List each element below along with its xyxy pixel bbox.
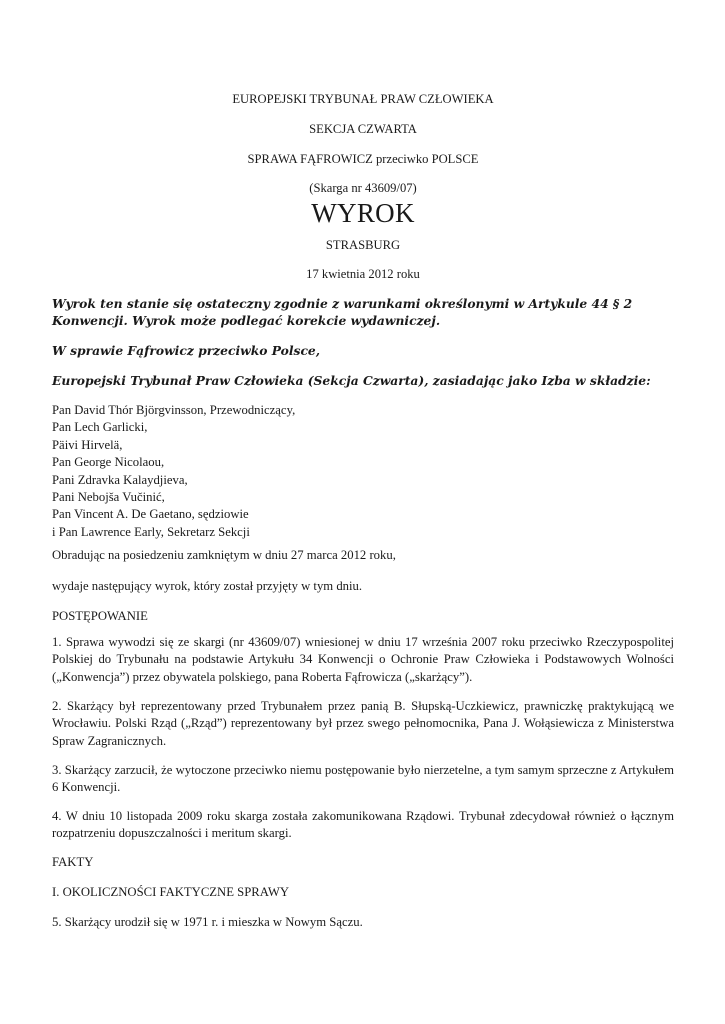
court-name: EUROPEJSKI TRYBUNAŁ PRAW CZŁOWIEKA (232, 92, 494, 106)
delivery-line: wydaje następujący wyrok, który został przyjęty w tym dniu. (52, 579, 363, 593)
judge-line: Pani Zdravka Kalaydjieva, (52, 472, 188, 487)
deliberation-line: Obradując na posiedzeniu zamkniętym w dniu 27 marca 2012 roku, (52, 548, 396, 562)
chamber-line: Europejski Trybunał Praw Człowieka (Sekcja Czwarta), zasiadając jako Izba w składzie: (52, 373, 651, 388)
judge-line: Pan Vincent A. De Gaetano, sędziowie (52, 507, 249, 522)
paragraph-3: 3. Skarżący zarzucił, że wytoczone przeciwko niemu postępowanie było nierzetelne, a tym samym sprzeczne z Artykułem 6 Konwencji. (52, 763, 674, 795)
case-title: SPRAWA FĄFROWICZ przeciwko POLSCE (247, 152, 479, 166)
application-number: (Skarga nr 43609/07) (309, 181, 417, 195)
judgment-date: 17 kwietnia 2012 roku (306, 267, 420, 281)
finality-notice: Wyrok ten stanie się ostateczny zgodnie z warunkami określonymi w Artykule 44 § 2 Konwencji. Wyrok może podlegać korekcie wydawniczej. (52, 296, 633, 328)
judge-line: Pan David Thór Björgvinsson, Przewodniczący, (52, 403, 296, 417)
paragraph-2: 2. Skarżący był reprezentowany przed Trybunałem przez panią B. Słupską-Uczkiewicz, prawniczkę praktykującą we Wrocławiu. Polski Rząd („Rząd”) reprezentowany był przez swego pełnomocnika, Pana J. Wołąsiewicza z Ministerstwa Spraw Zagranicznych. (52, 699, 674, 748)
paragraph-5: 5. Skarżący urodził się w 1971 r. i mieszka w Nowym Sączu. (52, 915, 363, 929)
section-name: SEKCJA CZWARTA (309, 122, 417, 136)
circumstances-heading: I. OKOLICZNOŚCI FAKTYCZNE SPRAWY (52, 885, 289, 899)
procedure-heading: POSTĘPOWANIE (52, 609, 148, 623)
judge-line: Päivi Hirvelä, (52, 437, 123, 452)
paragraph-4: 4. W dniu 10 listopada 2009 roku skarga została zakomunikowana Rządowi. Trybunał zdecydował również o łącznym rozpatrzeniu dopuszczalności i meritum skargi. (52, 809, 674, 841)
paragraph-1: 1. Sprawa wywodzi się ze skargi (nr 43609/07) wniesionej w dniu 17 września 2007 roku przeciwko Rzeczypospolitej Polskiej do Trybunału na podstawie Artykułu 34 Konwencji o Ochronie Praw Człowieka i Podstawowych Wolności („Konwencja”) przez obywatela polskiego, pana Roberta Fąfrowicza („skarżący”). (52, 635, 674, 684)
judge-line: Pan Lech Garlicki, (52, 420, 148, 435)
place: STRASBURG (325, 238, 401, 252)
document-title: WYROK (311, 198, 415, 228)
judge-line: Pan George Nicolaou, (52, 455, 165, 470)
judges-list (52, 402, 295, 541)
judge-line: i Pan Lawrence Early, Sekretarz Sekcji (52, 524, 250, 539)
facts-heading: FAKTY (52, 855, 94, 869)
judge-line: Pani Nebojša Vučinić, (52, 490, 165, 505)
case-line: W sprawie Fąfrowicz przeciwko Polsce, (52, 343, 321, 358)
